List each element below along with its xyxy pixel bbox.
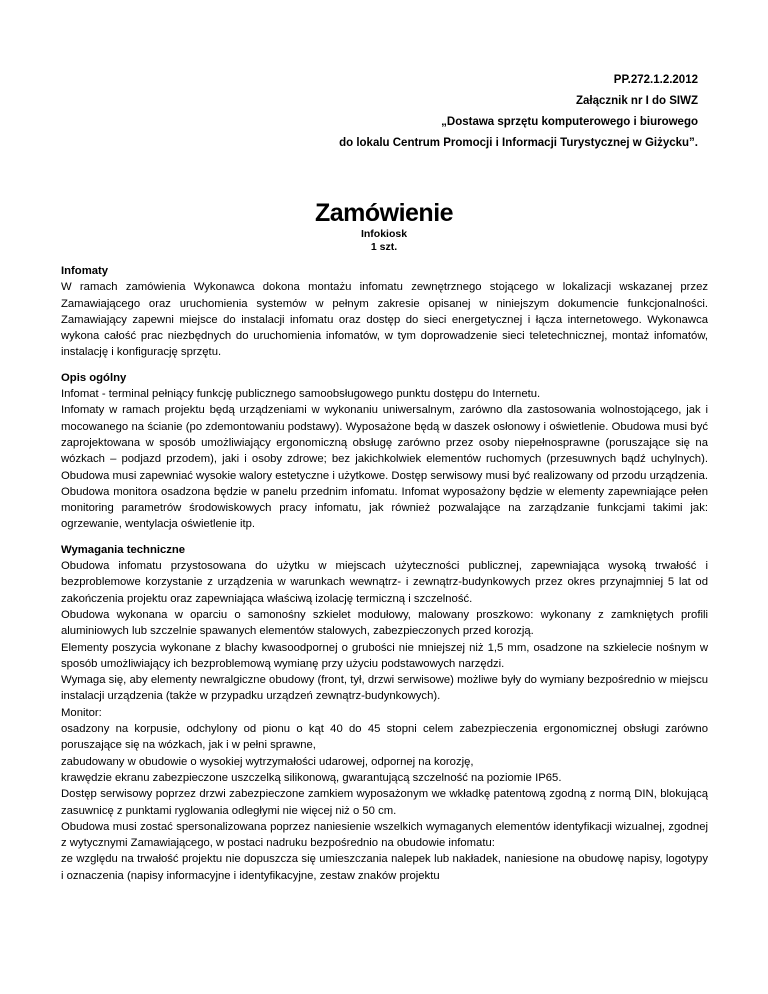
annex-label: Załącznik nr I do SIWZ: [575, 95, 698, 107]
section-heading: Opis ogólny: [61, 371, 127, 384]
subject-line-1: „Dostawa sprzętu komputerowego i biurowego: [441, 116, 698, 128]
paragraph: Dostęp serwisowy poprzez drzwi zabezpieczone zamkiem wyposażonym we wkładkę patentową zgodną z normą DIN, blokującą zasuwnicę z punktami ryglowania odległymi nie więcej niż o 50 cm.: [61, 788, 708, 817]
section-heading: Infomaty: [61, 265, 109, 277]
subject-line-2: do lokalu Centrum Promocji i Informacji Turystycznej w Giżycku”.: [339, 137, 698, 149]
document-header: [339, 70, 698, 154]
paragraph: Monitor:: [61, 706, 102, 719]
paragraph: Obudowa musi zostać spersonalizowana poprzez naniesienie wszelkich wymaganych elementów identyfikacji wizualnej, zgodnej z wytycznymi Zamawiającego, w postaci nadruku bezpośrednio na obudowie infomatu:: [61, 820, 708, 850]
title-block: [0, 198, 768, 254]
paragraph: Obudowa wykonana w oparciu o samonośny szkielet modułowy, malowany proszkowo: wykonany z zamkniętych profili aluminiowych lub szczelnie spawanych elementów stalowych, zabezpieczonych przed korozją.: [61, 608, 708, 638]
item-quantity: 1 szt.: [370, 241, 398, 253]
section-infomaty: [61, 263, 708, 361]
paragraph: zabudowany w obudowie o wysokiej wytrzymałości udarowej, odpornej na korozję,: [61, 755, 474, 768]
paragraph: Elementy poszycia wykonane z blachy kwasoodpornej o grubości nie mniejszej niż 1,5 mm, osadzone na szkielecie nośnym w sposób umożliwiający ich bezproblemową wymianę przy użyciu podstawowych narzędzi.: [61, 641, 708, 670]
section-opis-ogolny: [61, 370, 708, 533]
item-name: Infokiosk: [360, 228, 408, 240]
paragraph: osadzony na korpusie, odchylony od pionu o kąt 40 do 45 stopni celem zabezpieczenia ergonomicznej obsługi zarówno poruszające się na wózkach, jak i w pełni sprawne,: [61, 723, 708, 752]
section-wymagania-techniczne: [61, 542, 708, 884]
paragraph: krawędzie ekranu zabezpieczone uszczelką silikonową, gwarantującą szczelność na poziomie IP65.: [61, 771, 562, 784]
paragraph: Obudowa infomatu przystosowana do użytku w miejscach użyteczności publicznej, zapewniająca wysoką trwałość i bezproblemowe korzystanie z urządzenia w warunkach wewnątrz- i zewnątrz-budynkowych przez okres przynajmniej 5 lat od zakończenia projektu oraz zapewniająca właściwą izolację termiczną i szczelność.: [61, 560, 708, 605]
paragraph: Infomaty w ramach projektu będą urządzeniami w wykonaniu uniwersalnym, zarówno dla zastosowania wolnostojącego, jak i mocowanego na ścianie (po zdemontowaniu podstawy). Wyposażone będą w daszek osłonowy i oświetlenie. Obudowa musi być zaprojektowana w sposób umożliwiający ergonomiczną obsługę zarówno przez osoby niepełnosprawne (poruszające się na wózkach – podjazd przodem), jaki i osoby zdrowe; bez jakichkolwiek elementów ruchomych (przesuwnych bądź uchylnych). Obudowa musi zapewniać wysokie walory estetyczne i użytkowe. Dostęp serwisowy musi być realizowany od przodu urządzenia. Obudowa monitora osadzona będzie w panelu przednim infomatu. Infomat wyposażony będzie w elementy zapewniające pełen monitoring parametrów środowiskowych pracy infomatu, jak również pozwalające na zarządzanie funkcjami takimi jak: ogrzewanie, wentylacja oświetlenie itp.: [61, 404, 708, 531]
paragraph: ze względu na trwałość projektu nie dopuszcza się umieszczania nalepek lub nakładek, naniesione na obudowę napisy, logotypy i oznaczenia (napisy informacyjne i identyfikacyjne, zestaw znaków projektu: [61, 853, 708, 882]
document-body: [61, 263, 708, 893]
section-heading: Wymagania techniczne: [61, 543, 186, 556]
paragraph: W ramach zamówienia Wykonawca dokona montażu infomatu zewnętrznego stojącego w lokalizacji wskazanej przez Zamawiającego oraz uruchomienia systemów w pełnym zakresie opisanej w niniejszym dokumencie funkcjonalności. Zamawiający zapewni miejsce do instalacji infomatu oraz dostęp do sieci energetycznej i łącza internetowego. Wykonawca wykona całość prac niezbędnych do uruchomienia infomatów, w tym doprowadzenie sieci teletechnicznej, montaż infomatów, instalację i konfigurację sprzętu.: [61, 281, 708, 359]
reference-number: PP.272.1.2.2012: [613, 74, 698, 86]
paragraph: Infomat - terminal pełniący funkcję publicznego samoobsługowego punktu dostępu do Internetu.: [61, 388, 541, 401]
page-title: Zamówienie: [314, 199, 454, 227]
paragraph: Wymaga się, aby elementy newralgiczne obudowy (front, tył, drzwi serwisowe) możliwe były do wymiany bezpośrednio w miejscu instalacji urządzenia (także w przypadku urządzeń zewnątrz-budynkowych).: [61, 674, 708, 703]
